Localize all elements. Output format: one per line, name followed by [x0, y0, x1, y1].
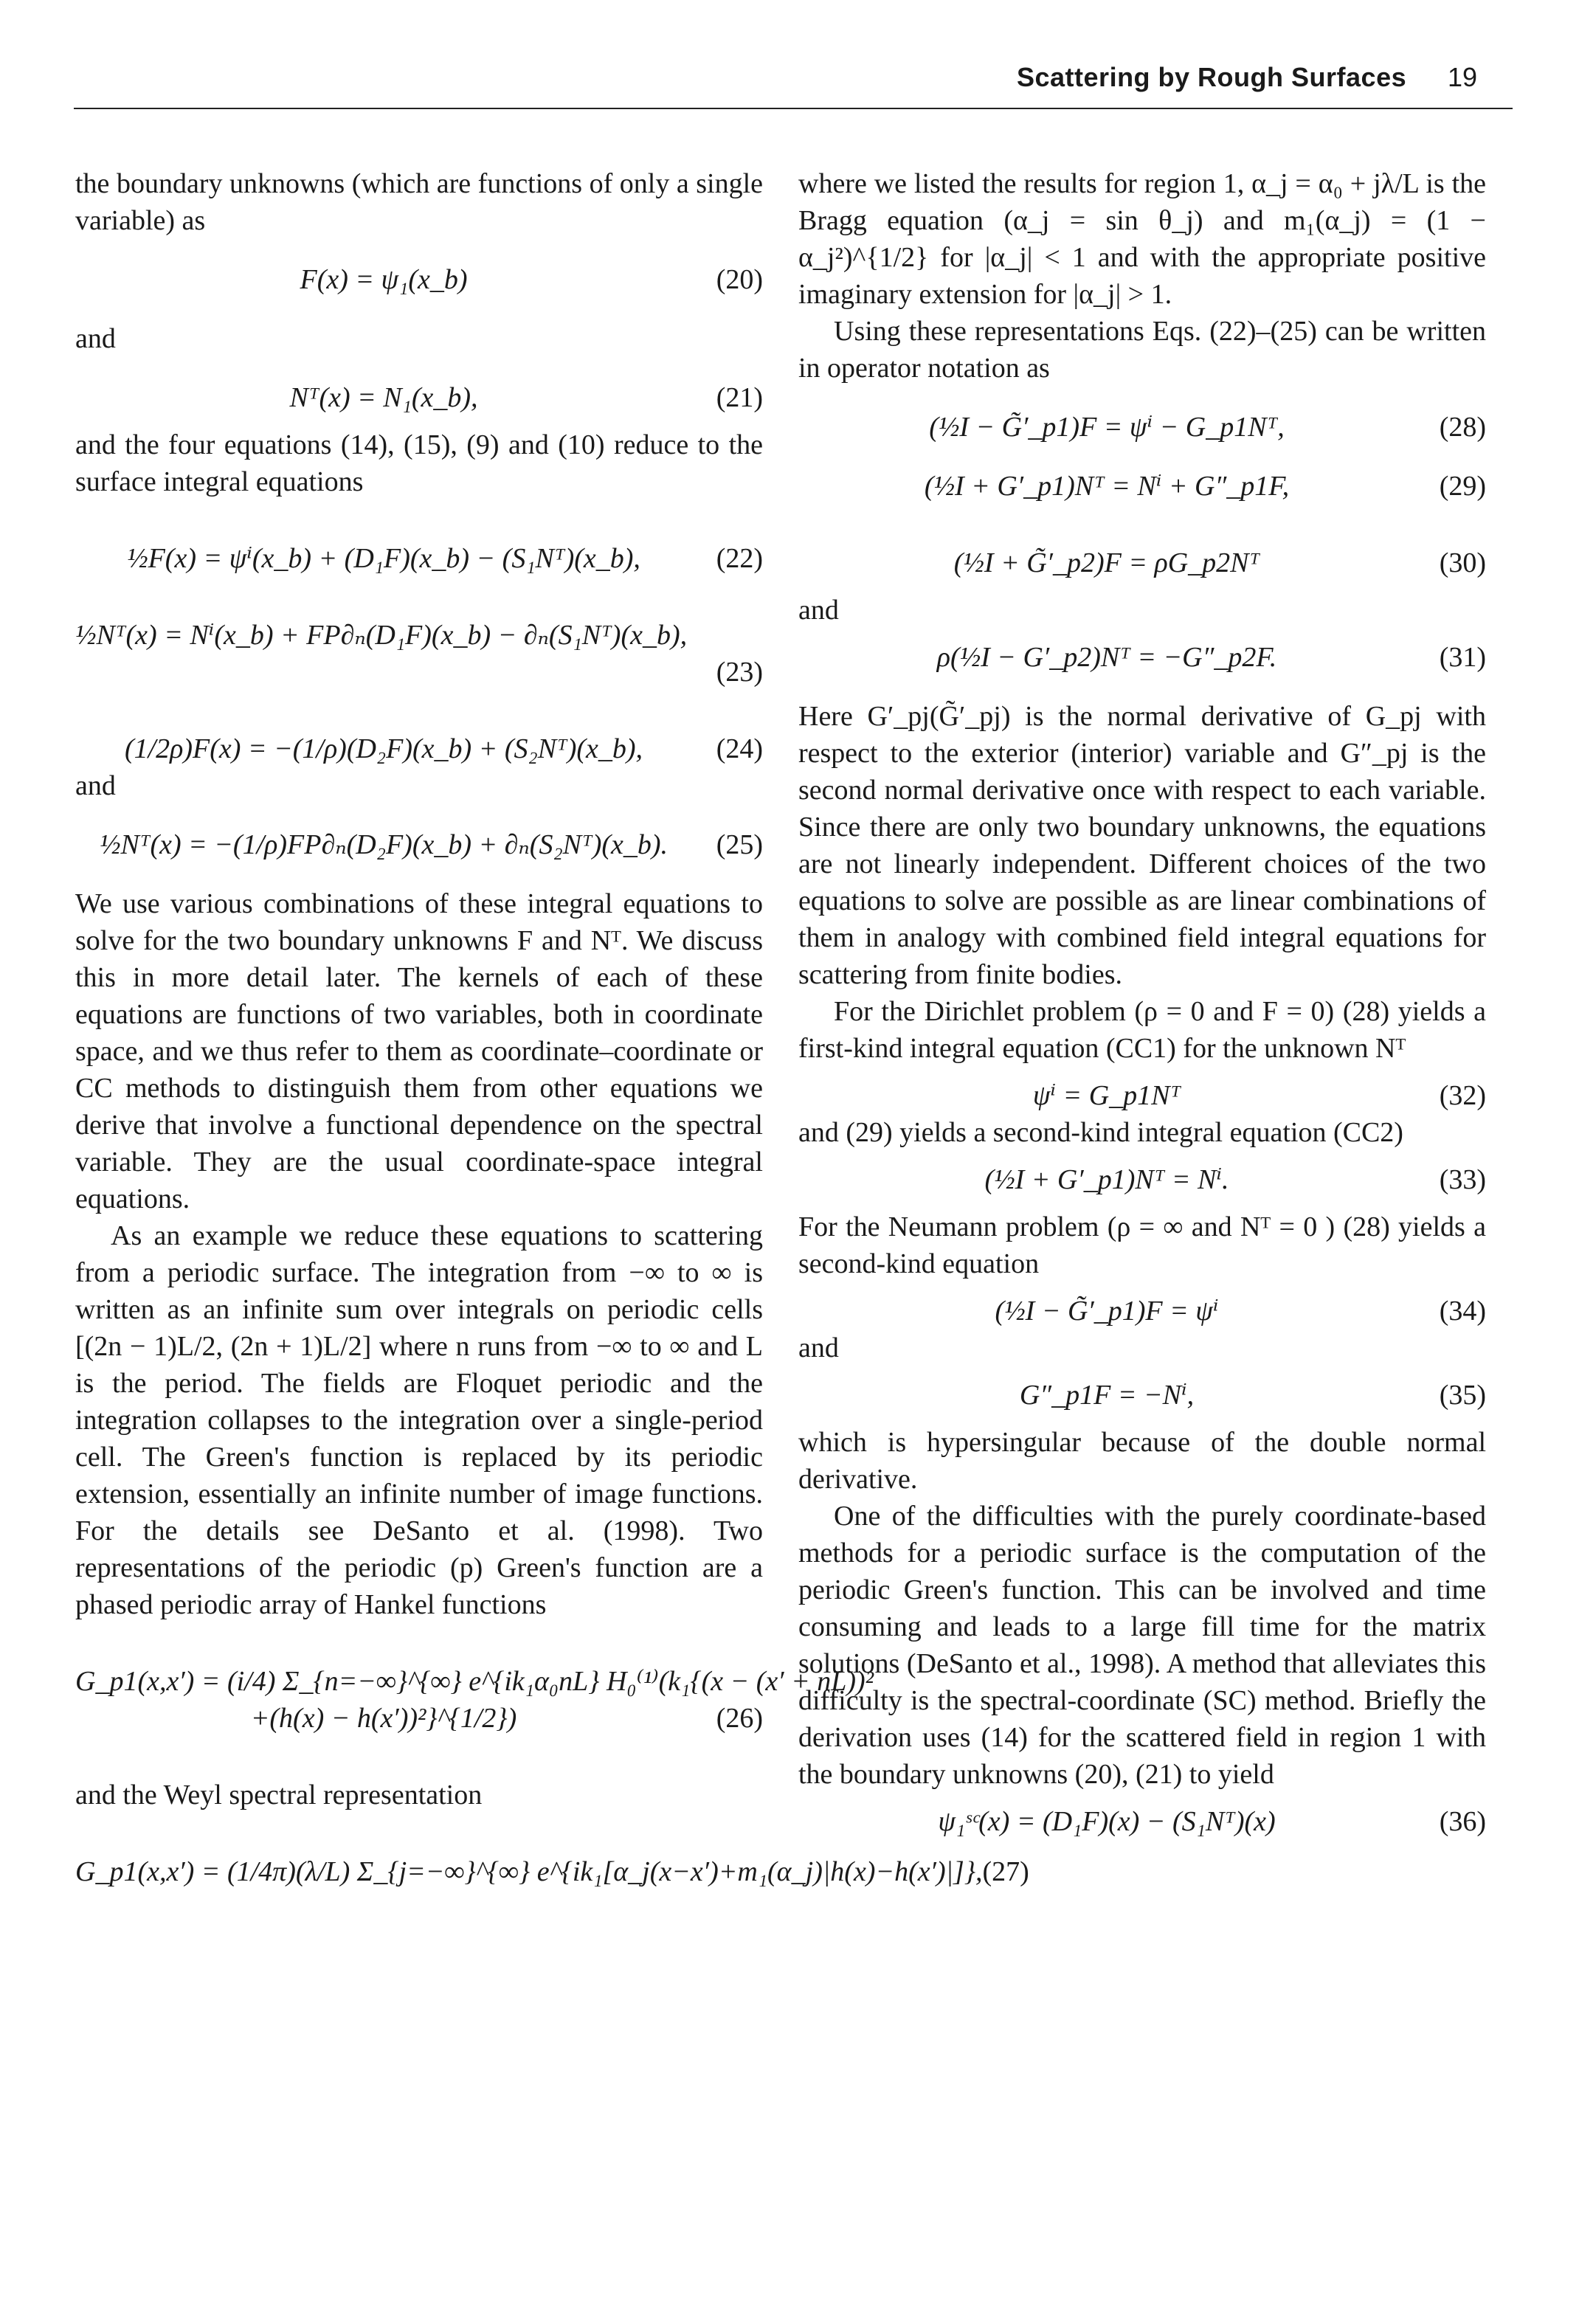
paragraph: the boundary unknowns (which are functions of only a single variable) as	[75, 168, 763, 236]
equation-27	[75, 1853, 1029, 1890]
paragraph: Here G′_pj(G̃′_pj) is the normal derivative of G_pj with respect to the exterior (interior) variable and G″_pj is the second normal derivative once with respect to each variable. Since there are only two boundary unknowns, the equations are not linearly independent. Different choices of the two equations to solve are possible as are linear combinations of them in analogy with combined field integral equations for scattering from finite bodies.	[798, 701, 1486, 990]
paragraph: We use various combinations of these integral equations to solve for the two boundary unknowns F and Nᵀ. We discuss this in more detail later. The kernels of each of these equations are functions of two variables, both in coordinate space, and we thus refer to them as coordinate–coordinate or CC methods to distinguish them from other equations we derive that involve a functional dependence on the spectral variable. They are the usual coordinate-space integral equations.	[75, 888, 763, 1214]
equation-25	[75, 826, 763, 863]
equation-24	[75, 730, 763, 767]
header-rule	[74, 108, 1513, 109]
equation-number: (29)	[1439, 471, 1486, 502]
equation: (½I + G′_p1)Nᵀ = Nⁱ.	[984, 1164, 1229, 1195]
equation-28	[798, 409, 1486, 446]
equation-number: (27)	[982, 1856, 1029, 1887]
equation: F(x) = ψ₁(x_b)	[300, 264, 468, 295]
connector-text: and	[798, 1332, 839, 1363]
equation: ρ(½I − G′_p2)Nᵀ = −G″_p2F.	[936, 642, 1277, 673]
equation-number: (32)	[1439, 1080, 1486, 1111]
equation-number: (36)	[1439, 1806, 1486, 1837]
equation: ½Nᵀ(x) = Nⁱ(x_b) + FP∂ₙ(D₁F)(x_b) − ∂ₙ(S₁Nᵀ)(x_b),	[75, 620, 688, 651]
equation-number: (20)	[716, 264, 763, 295]
equation-26-cont	[75, 1700, 763, 1737]
equation-29	[798, 468, 1486, 505]
equation-number: (25)	[716, 829, 763, 860]
paragraph: which is hypersingular because of the double normal derivative.	[798, 1427, 1486, 1495]
equation: (1/2ρ)F(x) = −(1/ρ)(D₂F)(x_b) + (S₂Nᵀ)(x_b),	[124, 733, 643, 764]
equation: G″_p1F = −Nⁱ,	[1019, 1380, 1195, 1411]
equation: (½I + G′_p1)Nᵀ = Nⁱ + G″_p1F,	[924, 471, 1290, 502]
equation: ψⁱ = G_p1Nᵀ	[1032, 1080, 1181, 1111]
equation-number: (22)	[716, 543, 763, 574]
equation-number: (23)	[716, 657, 763, 688]
equation: ½Nᵀ(x) = −(1/ρ)FP∂ₙ(D₂F)(x_b) + ∂ₙ(S₂Nᵀ)(x_b).	[99, 829, 668, 860]
equation-number: (24)	[716, 733, 763, 764]
paragraph: where we listed the results for region 1, α_j = α₀ + jλ/L is the Bragg equation (α_j = sin θ_j) and m₁(α_j) = (1 − α_j²)^{1/2} for |α_j| < 1 and with the appropriate positive imaginary extension for |α_j| > 1.	[798, 168, 1486, 310]
equation: Nᵀ(x) = N₁(x_b),	[289, 382, 478, 413]
equation-number: (28)	[1439, 412, 1486, 443]
equation-36	[798, 1803, 1486, 1840]
paragraph: One of the difficulties with the purely coordinate-based methods for a periodic surface is the computation of the periodic Green's function. This can be involved and time consuming and leads to a large fill time for the matrix solutions (DeSanto et al., 1998). A method that alleviates this difficulty is the spectral-coordinate (SC) method. Briefly the derivation uses (14) for the scattered field in region 1 with the boundary unknowns (20), (21) to yield	[798, 1501, 1486, 1790]
equation: G_p1(x,x′) = (1/4π)(λ/L) Σ_{j=−∞}^{∞} e^{ik₁[α_j(x−x′)+m₁(α_j)|h(x)−h(x′)|]},	[75, 1856, 983, 1887]
equation-23-number-row	[75, 654, 763, 691]
equation-number: (26)	[716, 1703, 763, 1734]
equation-20	[75, 261, 763, 298]
connector-text: and	[75, 323, 116, 354]
paragraph: As an example we reduce these equations to scattering from a periodic surface. The integration from −∞ to ∞ is written as an infinite sum over integrals on periodic cells [(2n − 1)L/2, (2n + 1)L/2] where n runs from −∞ to ∞ and L is the period. The fields are Floquet periodic and the integration collapses to the integration over a single-period cell. The Green's function is replaced by its periodic extension, essentially an infinite number of image functions. For the details see DeSanto et al. (1998). Two representations of the periodic (p) Green's function are a phased periodic array of Hankel functions	[75, 1220, 763, 1620]
equation-number: (21)	[716, 382, 763, 413]
right-column	[798, 165, 1486, 1840]
paragraph: For the Neumann problem (ρ = ∞ and Nᵀ = 0 ) (28) yields a second-kind equation	[798, 1211, 1486, 1279]
equation-26	[75, 1663, 874, 1700]
equation-33	[798, 1161, 1486, 1198]
equation-21	[75, 379, 763, 416]
equation-34	[798, 1293, 1486, 1329]
equation: ψ₁ˢᶜ(x) = (D₁F)(x) − (S₁Nᵀ)(x)	[938, 1806, 1276, 1837]
equation-22	[75, 540, 763, 577]
equation: +(h(x) − h(x′))²}^{1/2})	[250, 1703, 517, 1734]
paragraph: and the Weyl spectral representation	[75, 1780, 483, 1811]
equation: G_p1(x,x′) = (i/4) Σ_{n=−∞}^{∞} e^{ik₁α₀nL} H₀⁽¹⁾(k₁{(x − (x′ + nL))²	[75, 1666, 874, 1697]
connector-text: and	[75, 770, 116, 801]
paragraph: and the four equations (14), (15), (9) and (10) reduce to the surface integral equations	[75, 429, 763, 497]
equation: ½F(x) = ψⁱ(x_b) + (D₁F)(x_b) − (S₁Nᵀ)(x_b),	[127, 543, 640, 574]
left-column	[75, 165, 1029, 1890]
equation-31	[798, 639, 1486, 676]
equation-30	[798, 544, 1486, 581]
equation-number: (34)	[1439, 1296, 1486, 1327]
running-header-title: Scattering by Rough Surfaces	[1017, 62, 1407, 92]
page-number: 19	[1448, 62, 1478, 92]
equation: (½I − G̃′_p1)F = ψⁱ	[995, 1296, 1219, 1327]
equation-number: (33)	[1439, 1164, 1486, 1195]
paragraph: and (29) yields a second-kind integral equation (CC2)	[798, 1117, 1403, 1148]
connector-text: and	[798, 595, 839, 626]
equation-32	[798, 1077, 1486, 1114]
equation-23	[75, 617, 763, 654]
equation-number: (30)	[1439, 547, 1486, 578]
equation: (½I + G̃′_p2)F = ρG_p2Nᵀ	[953, 547, 1260, 578]
equation-number: (31)	[1439, 642, 1486, 673]
paragraph: Using these representations Eqs. (22)–(25) can be written in operator notation as	[798, 316, 1486, 384]
equation-35	[798, 1377, 1486, 1414]
equation-number: (35)	[1439, 1380, 1486, 1411]
paragraph: For the Dirichlet problem (ρ = 0 and F = 0) (28) yields a first-kind integral equation (CC1) for the unknown Nᵀ	[798, 996, 1486, 1064]
equation: (½I − G̃′_p1)F = ψⁱ − G_p1Nᵀ,	[929, 412, 1285, 443]
